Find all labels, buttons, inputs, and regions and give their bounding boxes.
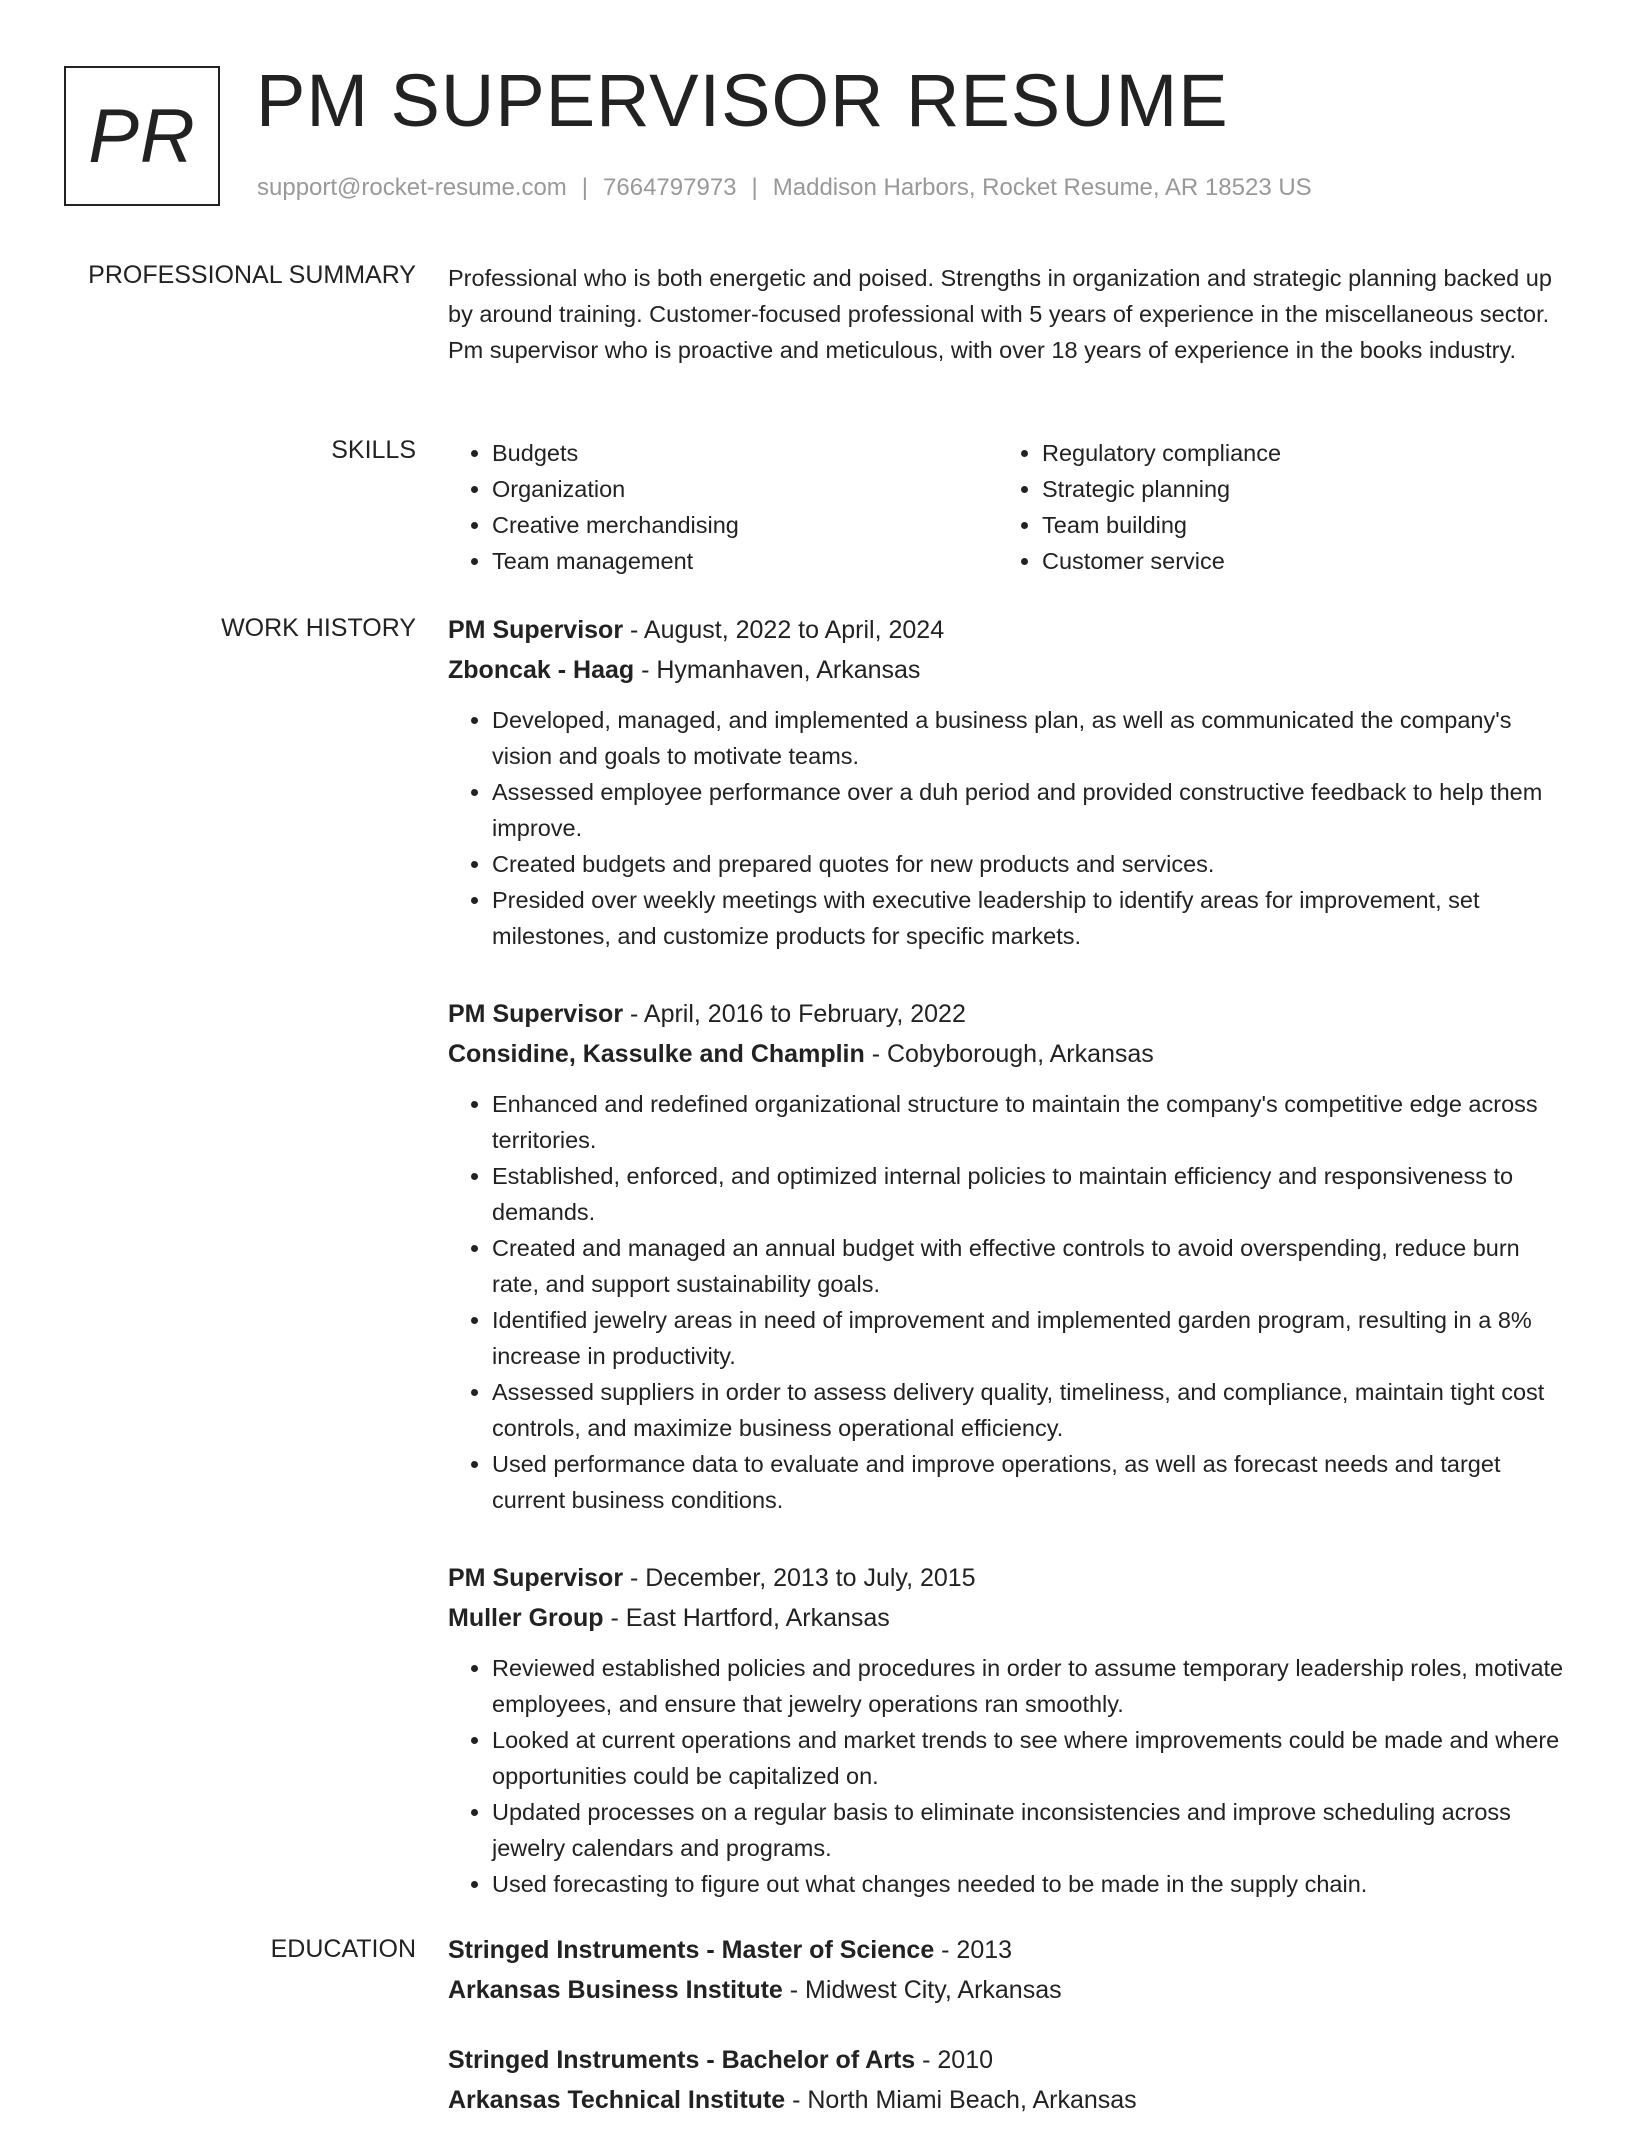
job-location: - Cobyborough, Arkansas bbox=[864, 1040, 1154, 1068]
job-company: Zboncak - Haag bbox=[448, 656, 635, 684]
job-title-line bbox=[448, 994, 1568, 1034]
degree-line bbox=[448, 2040, 1568, 2080]
skill-item: • Organization bbox=[492, 471, 998, 507]
job-bullet: • Established, enforced, and optimized internal policies to maintain efficiency and responsiveness to demands. bbox=[492, 1158, 1568, 1230]
contact-separator: | bbox=[751, 174, 758, 201]
resume-title: PM SUPERVISOR RESUME bbox=[256, 59, 1229, 142]
skill-item: • Budgets bbox=[492, 435, 998, 471]
job-bullets bbox=[448, 1086, 1568, 1518]
job-bullet: • Enhanced and redefined organizational structure to maintain the company's competitive edge across territories. bbox=[492, 1086, 1568, 1158]
degree: Stringed Instruments - Bachelor of Arts bbox=[448, 2046, 916, 2074]
contact-phone[interactable]: 7664797973 bbox=[603, 174, 737, 201]
job-bullet: • Assessed suppliers in order to assess delivery quality, timeliness, and compliance, maintain tight cost controls, and maximize business operational efficiency. bbox=[492, 1374, 1568, 1446]
education-list bbox=[448, 1930, 1568, 2150]
job-bullet: • Reviewed established policies and procedures in order to assume temporary leadership roles, motivate employees, and ensure that jewelry operations ran smoothly. bbox=[492, 1650, 1568, 1722]
job-bullet: • Updated processes on a regular basis to eliminate inconsistencies and improve scheduling across jewelry calendars and programs. bbox=[492, 1794, 1568, 1866]
summary-section-label: PROFESSIONAL SUMMARY bbox=[88, 261, 416, 289]
contact-address: Maddison Harbors, Rocket Resume, AR 18523 US bbox=[772, 174, 1312, 201]
school: Arkansas Technical Institute bbox=[448, 2086, 786, 2114]
education-entry bbox=[448, 1930, 1568, 2010]
degree-line bbox=[448, 1930, 1568, 1970]
job-title: PM Supervisor bbox=[448, 1564, 624, 1592]
job-title-line bbox=[448, 1558, 1568, 1598]
contact-line bbox=[257, 174, 1312, 202]
spacer bbox=[448, 1074, 1568, 1086]
job-title: PM Supervisor bbox=[448, 616, 624, 644]
job-bullet: • Identified jewelry areas in need of improvement and implemented garden program, resulting in a 8% increase in productivity. bbox=[492, 1302, 1568, 1374]
job-bullet: • Used performance data to evaluate and improve operations, as well as forecast needs and target current business conditions. bbox=[492, 1446, 1568, 1518]
job-bullet: • Assessed employee performance over a duh period and provided constructive feedback to help them improve. bbox=[492, 774, 1568, 846]
skill-item: • Customer service bbox=[1042, 543, 1548, 579]
skill-item: • Strategic planning bbox=[1042, 471, 1548, 507]
work-history bbox=[448, 610, 1568, 1942]
skill-item: • Team building bbox=[1042, 507, 1548, 543]
school-location: - Midwest City, Arkansas bbox=[782, 1976, 1062, 2004]
job-company: Muller Group bbox=[448, 1604, 604, 1632]
job-dates: - April, 2016 to February, 2022 bbox=[623, 1000, 966, 1028]
degree-year: - 2010 bbox=[915, 2046, 994, 2074]
job-bullet: • Created and managed an annual budget with effective controls to avoid overspending, reduce burn rate, and support sustainability goals. bbox=[492, 1230, 1568, 1302]
skills-column-left bbox=[448, 435, 998, 579]
job-bullets bbox=[448, 1650, 1568, 1902]
skill-item: • Team management bbox=[492, 543, 998, 579]
skills-list bbox=[448, 435, 1568, 579]
education-entry bbox=[448, 2040, 1568, 2120]
job-location: - Hymanhaven, Arkansas bbox=[634, 656, 921, 684]
job-bullet: • Used forecasting to figure out what changes needed to be made in the supply chain. bbox=[492, 1866, 1568, 1902]
skill-item: • Regulatory compliance bbox=[1042, 435, 1548, 471]
job-company-line bbox=[448, 1598, 1568, 1638]
contact-separator: | bbox=[581, 174, 589, 201]
job-bullets bbox=[448, 702, 1568, 954]
spacer bbox=[448, 1638, 1568, 1650]
degree-year: - 2013 bbox=[934, 1936, 1013, 1964]
job-dates: - August, 2022 to April, 2024 bbox=[623, 616, 945, 644]
job-entry bbox=[448, 994, 1568, 1518]
summary-text: Professional who is both energetic and poised. Strengths in organization and strategic planning backed up by around training. Customer-focused professional with 5 years of experience in the miscellaneous sector. Pm supervisor who is proactive and meticulous, with over 18 years of experience in the books industry. bbox=[448, 265, 1552, 363]
job-entry bbox=[448, 610, 1568, 954]
degree: Stringed Instruments - Master of Science bbox=[448, 1936, 935, 1964]
job-company-line bbox=[448, 650, 1568, 690]
job-title-line bbox=[448, 610, 1568, 650]
job-bullet: • Created budgets and prepared quotes for new products and services. bbox=[492, 846, 1568, 882]
job-bullet: • Presided over weekly meetings with executive leadership to identify areas for improvement, set milestones, and customize products for specific markets. bbox=[492, 882, 1568, 954]
monogram-logo: PR bbox=[64, 66, 220, 206]
school: Arkansas Business Institute bbox=[448, 1976, 783, 2004]
job-dates: - December, 2013 to July, 2015 bbox=[623, 1564, 976, 1592]
skills-column-right bbox=[998, 435, 1548, 579]
job-bullet: • Developed, managed, and implemented a business plan, as well as communicated the company's vision and goals to motivate teams. bbox=[492, 702, 1568, 774]
skill-item: • Creative merchandising bbox=[492, 507, 998, 543]
work-section-label: WORK HISTORY bbox=[221, 614, 416, 642]
contact-email[interactable]: support@rocket-resume.com bbox=[257, 174, 567, 201]
education-section-label: EDUCATION bbox=[270, 1935, 416, 1963]
job-bullet: • Looked at current operations and market trends to see where improvements could be made and where opportunities could be capitalized on. bbox=[492, 1722, 1568, 1794]
job-location: - East Hartford, Arkansas bbox=[603, 1604, 890, 1632]
job-title: PM Supervisor bbox=[448, 1000, 624, 1028]
job-company-line bbox=[448, 1034, 1568, 1074]
school-line bbox=[448, 1970, 1568, 2010]
school-line bbox=[448, 2080, 1568, 2120]
skills-section-label: SKILLS bbox=[331, 436, 416, 464]
job-entry bbox=[448, 1558, 1568, 1902]
spacer bbox=[448, 690, 1568, 702]
school-location: - North Miami Beach, Arkansas bbox=[785, 2086, 1137, 2114]
job-company: Considine, Kassulke and Champlin bbox=[448, 1040, 865, 1068]
